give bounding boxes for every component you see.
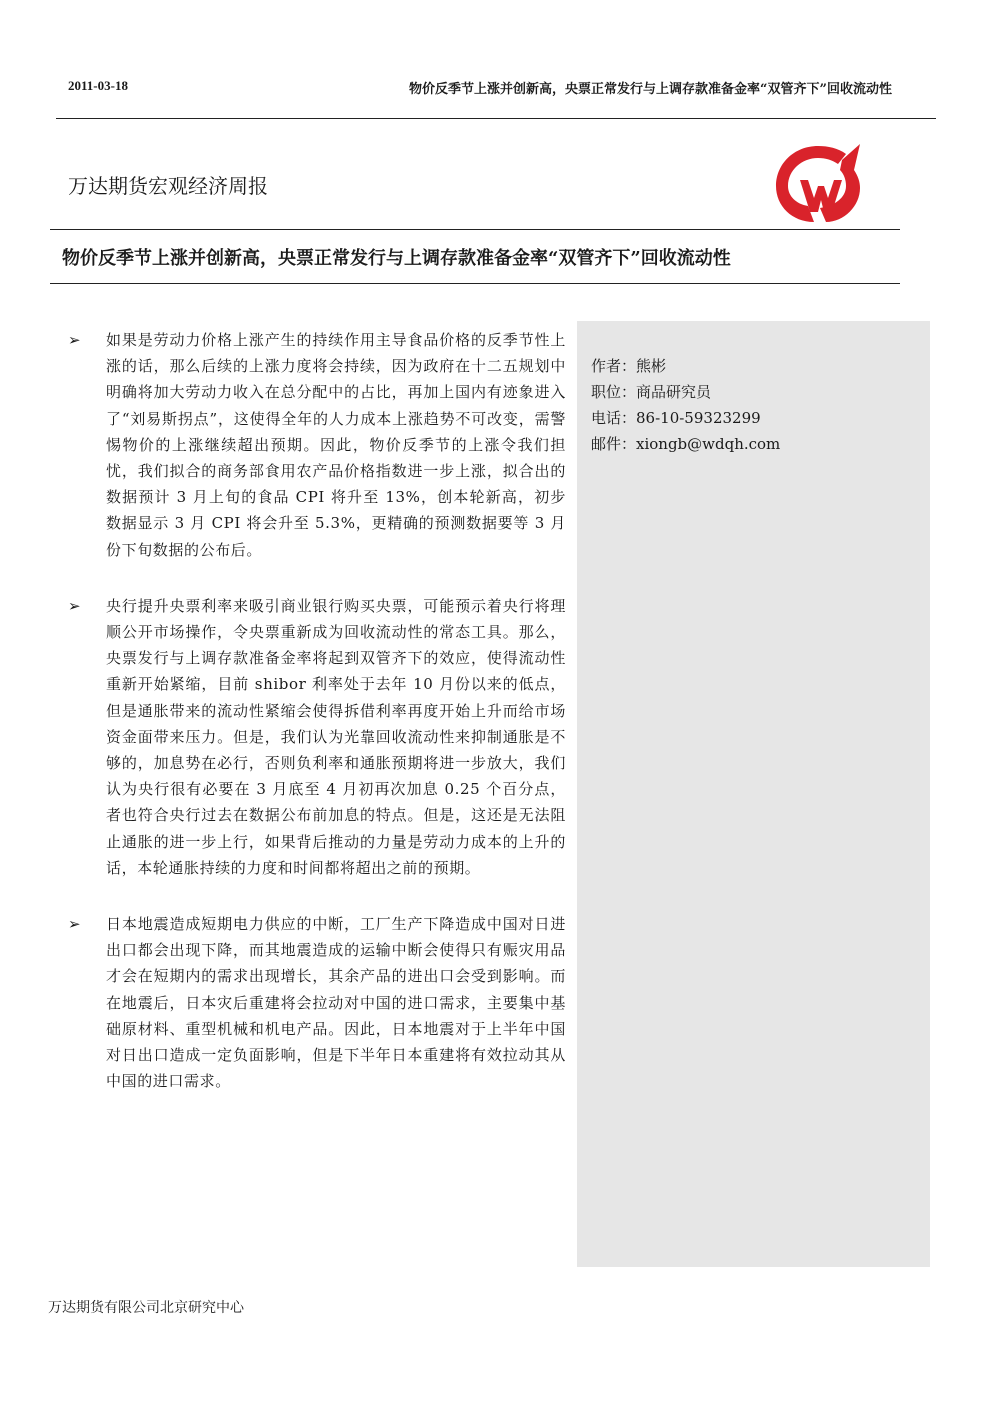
- author-sidebar: [577, 321, 930, 1267]
- bullet-paragraph: 如果是劳动力价格上涨产生的持续作用主导食品价格的反季节性上涨的话，那么后续的上涨力度将会持续，因为政府在十二五规划中明确将加大劳动力收入在总分配中的占比，再加上国内有迹象进入了“刘易斯拐点”，这使得全年的人力成本上涨趋势不可改变，需警惕物价的上涨继续超出预期。因此，物价反季节的上涨令我们担忧，我们拟合的商务部食用农产品价格指数进一步上涨，拟合出的数据预计 3 月上旬的食品 CPI 将升至 13%，创本轮新高，初步数据显示 3 月 CPI 将会升至 5.3%，更精确的预测数据要等 3 月份下旬数据的公布后。: [106, 331, 566, 559]
- arrow-bullet-icon: ➢: [68, 596, 81, 615]
- footer-company: 万达期货有限公司北京研究中心: [48, 1300, 244, 1316]
- bullet-paragraph: 央行提升央票利率来吸引商业银行购买央票，可能预示着央行将理顺公开市场操作，令央票重新成为回收流动性的常态工具。那么，央票发行与上调存款准备金率将起到双管齐下的效应，使得流动性重新开始紧缩，目前 shibor 利率处于去年 10 月份以来的低点，但是通胀带来的流动性紧缩会使得拆借利率再度开始上升而给市场资金面带来压力。但是，我们认为光靠回收流动性来抑制通胀是不够的，加息势在必行，否则负利率和通胀预期将进一步放大，我们认为央行很有必要在 3 月底至 4 月初再次加息 0.25 个百分点，者也符合央行过去在数据公布前加息的特点。但是，这还是无法阻止通胀的进一步上行，如果背后推动的力量是劳动力成本的上升的话，本轮通胀持续的力度和时间都将超出之前的预期。: [106, 596, 566, 877]
- arrow-bullet-icon: ➢: [68, 915, 81, 934]
- header-divider: [56, 118, 936, 119]
- list-item: [68, 327, 566, 563]
- author-position: 职位：商品研究员: [591, 383, 712, 401]
- author-name: 作者：熊彬: [591, 357, 667, 375]
- list-item: [68, 593, 566, 881]
- list-item: [68, 911, 566, 1094]
- arrow-bullet-icon: ➢: [68, 331, 81, 349]
- author-email: 邮件：xiongb@wdqh.com: [591, 435, 781, 453]
- author-phone: 电话：86-10-59323299: [591, 409, 761, 427]
- title-top-divider: [50, 229, 900, 230]
- main-title: 物价反季节上涨并创新高，央票正常发行与上调存款准备金率“双管齐下”回收流动性: [62, 248, 731, 269]
- header-date: 2011-03-18: [68, 78, 128, 93]
- author-info: [591, 353, 780, 457]
- report-name: 万达期货宏观经济周报: [68, 174, 268, 198]
- bullet-list: [68, 327, 566, 1124]
- wanda-logo-icon: [772, 140, 864, 226]
- bullet-paragraph: 日本地震造成短期电力供应的中断，工厂生产下降造成中国对日进出口都会出现下降，而其地震造成的运输中断会使得只有赈灾用品才会在短期内的需求出现增长，其余产品的进出口会受到影响。而在地震后，日本灾后重建将会拉动对中国的进口需求，主要集中基础原材料、重型机械和机电产品。因此，日本地震对于上半年中国对日出口造成一定负面影响，但是下半年日本重建将有效拉动其从中国的进口需求。: [106, 915, 566, 1091]
- header-title: 物价反季节上涨并创新高，央票正常发行与上调存款准备金率“双管齐下”回收流动性: [409, 82, 892, 97]
- title-bottom-divider: [50, 283, 900, 284]
